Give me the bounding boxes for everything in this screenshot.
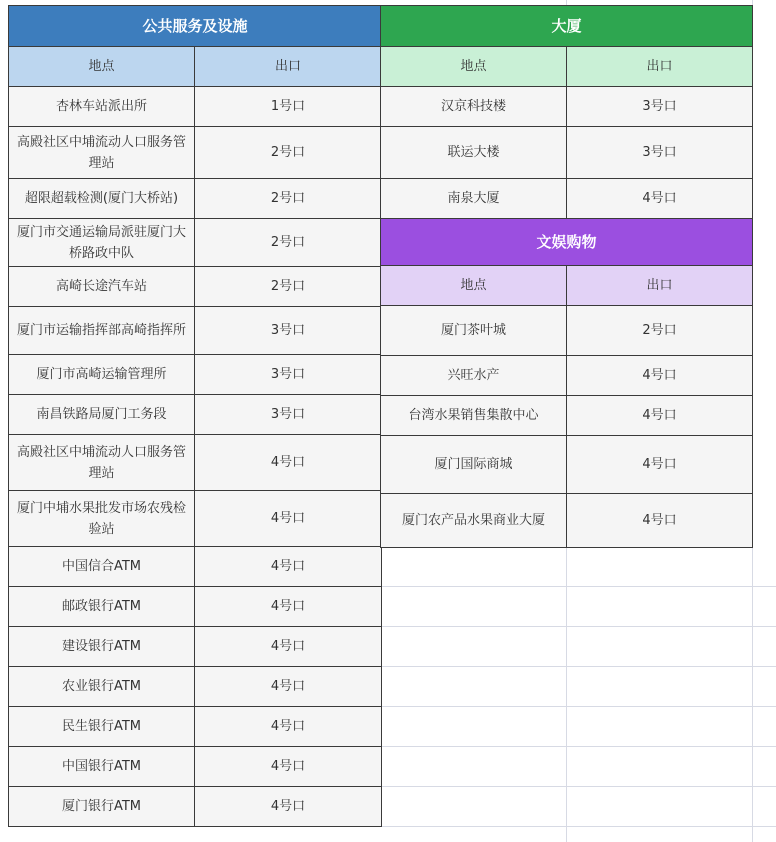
exit-cell[interactable]: 3号口	[195, 395, 382, 435]
location-cell[interactable]: 高崎长途汽车站	[9, 267, 195, 307]
table-row	[9, 627, 382, 667]
location-cell[interactable]: 厦门中埔水果批发市场农残检验站	[9, 491, 195, 547]
location-cell[interactable]: 中国银行ATM	[9, 747, 195, 787]
table-row	[381, 306, 753, 356]
grid-line	[380, 586, 776, 587]
buildings-location-header[interactable]: 地点	[381, 47, 567, 87]
table-row	[9, 267, 382, 307]
table-row	[9, 547, 382, 587]
exit-cell[interactable]: 4号口	[195, 435, 382, 491]
exit-cell[interactable]: 4号口	[567, 396, 753, 436]
exit-cell[interactable]: 4号口	[195, 747, 382, 787]
exit-cell[interactable]: 2号口	[195, 219, 382, 267]
public-services-table	[8, 5, 382, 827]
table-row	[381, 396, 753, 436]
table-row	[9, 395, 382, 435]
exit-cell[interactable]: 4号口	[195, 787, 382, 827]
location-cell[interactable]: 杏林车站派出所	[9, 87, 195, 127]
exit-cell[interactable]: 4号口	[195, 707, 382, 747]
location-cell[interactable]: 中国信合ATM	[9, 547, 195, 587]
table-row	[381, 179, 753, 219]
exit-cell[interactable]: 3号口	[195, 307, 382, 355]
buildings-entertainment-table	[380, 5, 753, 548]
location-cell[interactable]: 兴旺水产	[381, 356, 567, 396]
exit-cell[interactable]: 1号口	[195, 87, 382, 127]
location-cell[interactable]: 超限超载检测(厦门大桥站)	[9, 179, 195, 219]
entertainment-location-header[interactable]: 地点	[381, 266, 567, 306]
public-location-header[interactable]: 地点	[9, 47, 195, 87]
location-cell[interactable]: 台湾水果销售集散中心	[381, 396, 567, 436]
table-row	[9, 587, 382, 627]
exit-cell[interactable]: 4号口	[195, 547, 382, 587]
table-row	[9, 355, 382, 395]
grid-line	[380, 706, 776, 707]
location-cell[interactable]: 厦门市高崎运输管理所	[9, 355, 195, 395]
location-cell[interactable]: 民生银行ATM	[9, 707, 195, 747]
exit-cell[interactable]: 4号口	[195, 627, 382, 667]
table-row	[9, 667, 382, 707]
location-cell[interactable]: 南泉大厦	[381, 179, 567, 219]
table-row	[9, 787, 382, 827]
table-row	[9, 707, 382, 747]
exit-cell[interactable]: 2号口	[195, 267, 382, 307]
location-cell[interactable]: 农业银行ATM	[9, 667, 195, 707]
public-exit-header[interactable]: 出口	[195, 47, 382, 87]
location-cell[interactable]: 高殿社区中埔流动人口服务管理站	[9, 435, 195, 491]
grid-line	[380, 786, 776, 787]
exit-cell[interactable]: 4号口	[567, 179, 753, 219]
exit-cell[interactable]: 3号口	[567, 127, 753, 179]
grid-line	[380, 626, 776, 627]
table-row	[9, 747, 382, 787]
location-cell[interactable]: 厦门农产品水果商业大厦	[381, 494, 567, 548]
location-cell[interactable]: 联运大楼	[381, 127, 567, 179]
table-row	[9, 491, 382, 547]
exit-cell[interactable]: 2号口	[567, 306, 753, 356]
exit-cell[interactable]: 4号口	[567, 436, 753, 494]
location-cell[interactable]: 邮政银行ATM	[9, 587, 195, 627]
table-row	[9, 219, 382, 267]
table-row	[9, 435, 382, 491]
exit-cell[interactable]: 4号口	[567, 356, 753, 396]
location-cell[interactable]: 厦门市交通运输局派驻厦门大桥路政中队	[9, 219, 195, 267]
exit-cell[interactable]: 3号口	[567, 87, 753, 127]
public-services-title[interactable]: 公共服务及设施	[9, 6, 382, 47]
table-row	[381, 356, 753, 396]
location-cell[interactable]: 厦门市运输指挥部高崎指挥所	[9, 307, 195, 355]
exit-cell[interactable]: 2号口	[195, 179, 382, 219]
exit-cell[interactable]: 4号口	[567, 494, 753, 548]
exit-cell[interactable]: 2号口	[195, 127, 382, 179]
table-row	[381, 87, 753, 127]
entertainment-exit-header[interactable]: 出口	[567, 266, 753, 306]
entertainment-title[interactable]: 文娱购物	[381, 219, 753, 266]
location-cell[interactable]: 厦门茶叶城	[381, 306, 567, 356]
exit-cell[interactable]: 4号口	[195, 587, 382, 627]
grid-line	[380, 666, 776, 667]
location-cell[interactable]: 建设银行ATM	[9, 627, 195, 667]
table-row	[9, 179, 382, 219]
grid-line	[380, 826, 776, 827]
location-cell[interactable]: 高殿社区中埔流动人口服务管理站	[9, 127, 195, 179]
buildings-exit-header[interactable]: 出口	[567, 47, 753, 87]
table-row	[9, 307, 382, 355]
exit-cell[interactable]: 3号口	[195, 355, 382, 395]
table-row	[381, 494, 753, 548]
table-row	[9, 87, 382, 127]
buildings-title[interactable]: 大厦	[381, 6, 753, 47]
table-row	[9, 127, 382, 179]
location-cell[interactable]: 汉京科技楼	[381, 87, 567, 127]
location-cell[interactable]: 南昌铁路局厦门工务段	[9, 395, 195, 435]
table-row	[381, 436, 753, 494]
exit-cell[interactable]: 4号口	[195, 491, 382, 547]
exit-cell[interactable]: 4号口	[195, 667, 382, 707]
table-row	[381, 127, 753, 179]
grid-line	[380, 746, 776, 747]
location-cell[interactable]: 厦门国际商城	[381, 436, 567, 494]
location-cell[interactable]: 厦门银行ATM	[9, 787, 195, 827]
